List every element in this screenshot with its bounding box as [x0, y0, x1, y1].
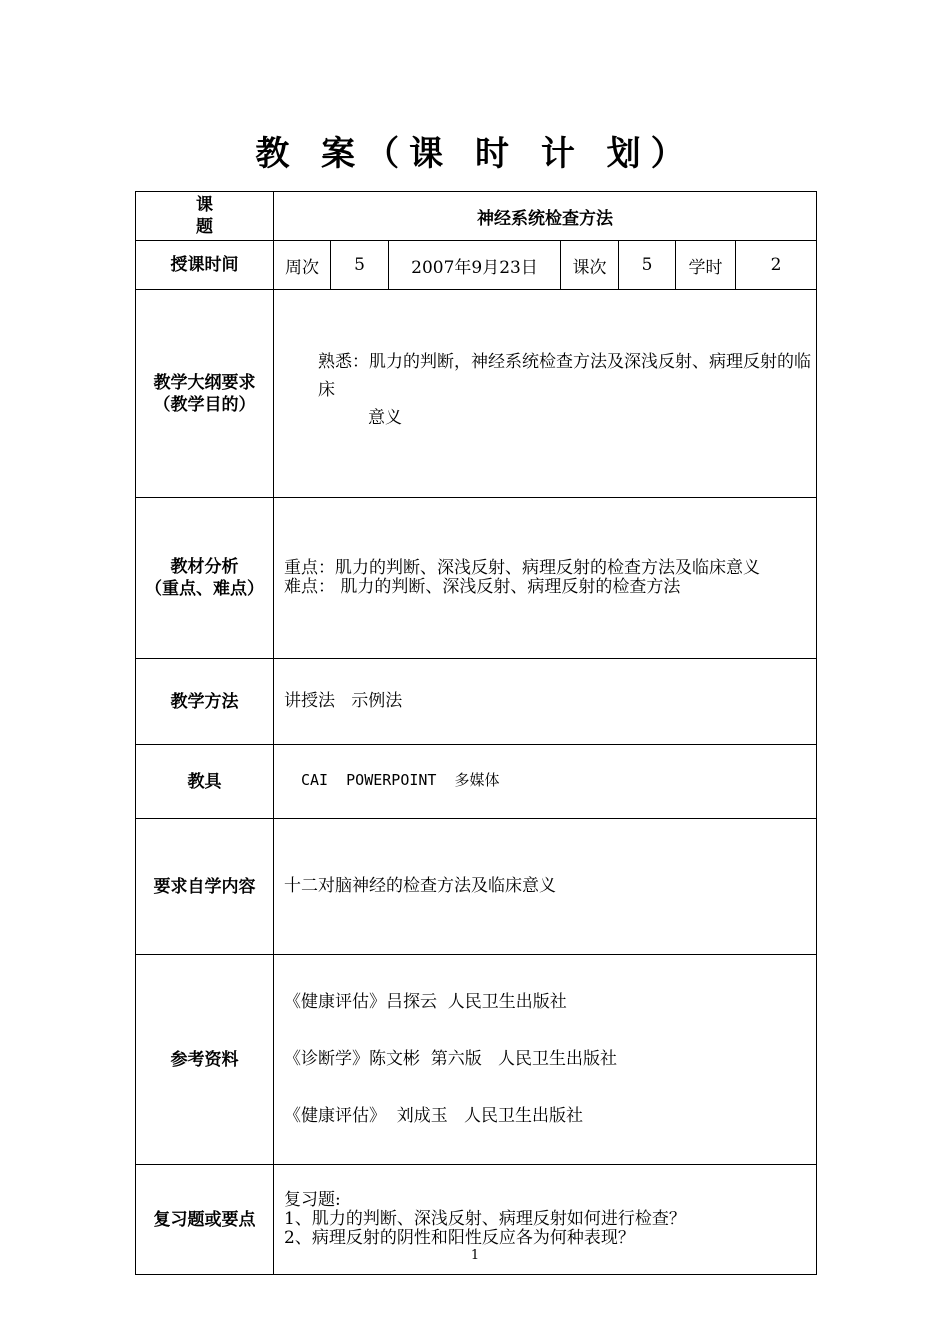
selfstudy-label: 要求自学内容: [136, 819, 274, 955]
method-value: 讲授法 示例法: [274, 659, 817, 745]
method-row: [136, 659, 817, 745]
tools-label: 教具: [136, 745, 274, 819]
page-number: 1: [470, 1248, 480, 1263]
review-item: 2、病理反射的阴性和阳性反应各为何种表现？: [284, 1228, 635, 1248]
outline-content: [274, 290, 817, 498]
analysis-difficult-points: 难点： 肌力的判断、深浅反射、病理反射的检查方法: [284, 577, 681, 597]
outline-label-line1: 教学大纲要求: [153, 372, 256, 393]
outline-row: [136, 290, 817, 498]
lesson-label: 课次: [561, 241, 619, 290]
lesson-value: 5: [619, 241, 676, 290]
analysis-label-line1: 教材分析: [170, 557, 239, 577]
references-label: 参考资料: [136, 955, 274, 1165]
week-label: 周次: [274, 241, 331, 290]
time-label: 授课时间: [136, 241, 274, 290]
reference-item: 《健康评估》 刘成玉 人民卫生出版社: [284, 1106, 584, 1126]
hours-label: 学时: [676, 241, 736, 290]
tools-row: [136, 745, 817, 819]
method-label: 教学方法: [136, 659, 274, 745]
reference-item: 《诊断学》陈文彬 第六版 人民卫生出版社: [284, 1049, 618, 1069]
outline-content-line1: 熟悉：肌力的判断，神经系统检查方法及深浅反射、病理反射的临床: [318, 352, 811, 400]
references-row: [136, 955, 817, 1165]
selfstudy-row: [136, 819, 817, 955]
reference-item: 《健康评估》吕探云 人民卫生出版社: [284, 992, 567, 1012]
outline-label-line2: （教学目的）: [153, 394, 256, 415]
topic-row: [136, 192, 817, 241]
date-value: 2007年9月23日: [389, 241, 561, 290]
outline-content-line2: 意义: [368, 408, 402, 428]
analysis-label: [136, 498, 274, 659]
week-value: 5: [331, 241, 389, 290]
lesson-plan-table: [135, 191, 817, 1275]
topic-label: 课 题: [136, 192, 274, 241]
review-label: 复习题或要点: [136, 1165, 274, 1275]
analysis-key-points: 重点：肌力的判断、深浅反射、病理反射的检查方法及临床意义: [284, 558, 760, 578]
selfstudy-value: 十二对脑神经的检查方法及临床意义: [274, 819, 817, 955]
time-row: [136, 241, 817, 290]
document-title: 教 案（课 时 计 划）: [255, 134, 695, 174]
outline-label: [136, 290, 274, 498]
references-list: [274, 955, 817, 1165]
topic-value: 神经系统检查方法: [274, 192, 817, 241]
tools-value: CAI POWERPOINT 多媒体: [274, 745, 817, 819]
analysis-content: [274, 498, 817, 659]
review-item: 1、肌力的判断、深浅反射、病理反射如何进行检查？: [284, 1209, 686, 1229]
review-heading: 复习题:: [284, 1190, 341, 1210]
analysis-row: [136, 498, 817, 659]
analysis-label-line2: （重点、难点）: [145, 579, 264, 599]
hours-value: 2: [736, 241, 817, 290]
